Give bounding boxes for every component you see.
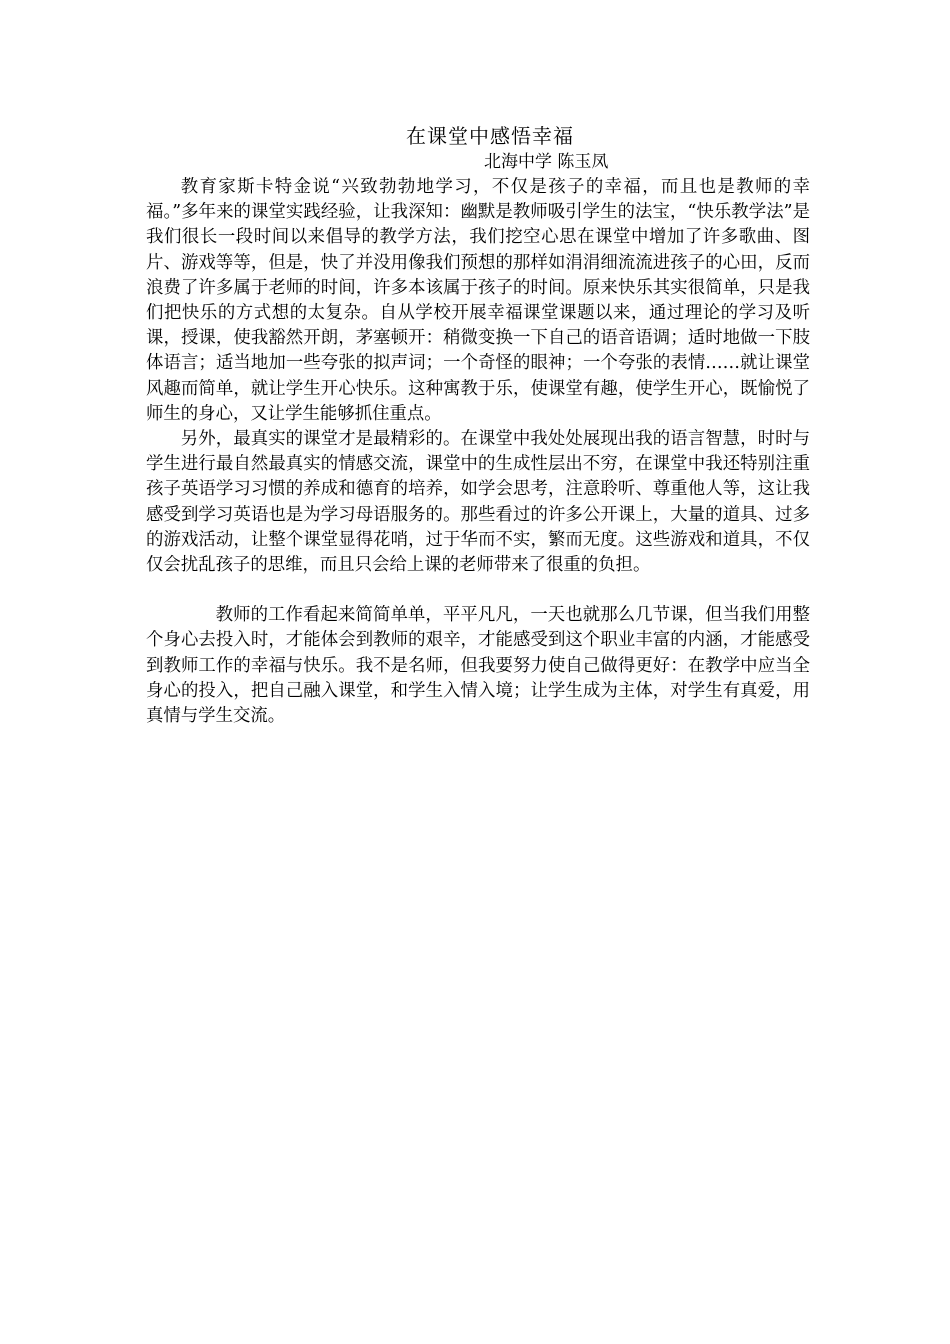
- paragraph-3: 教师的工作看起来简简单单，平平凡凡，一天也就那么几节课，但当我们用整个身心去投入时，才能体会到教师的艰辛，才能感受到这个职业丰富的内涵，才能感受到教师工作的幸福与快乐。我不是名师，但我要努力使自己做得更好：在教学中应当全身心的投入，把自己融入课堂，和学生入情入境；让学生成为主体，对学生有真爱，用真情与学生交流。: [146, 605, 810, 727]
- paragraph-2: 另外，最真实的课堂才是最精彩的。在课堂中我处处展现出我的语言智慧，时时与学生进行最自然最真实的情感交流，课堂中的生成性层出不穷，在课堂中我还特别注重孩子英语学习习惯的养成和德育的培养，如学会思考，注意聆听、尊重他人等，这让我感受到学习英语也是为学习母语服务的。那些看过的许多公开课上，大量的道具、过多的游戏活动，让整个课堂显得花哨，过于华而不实，繁而无度。这些游戏和道具，不仅仅会扰乱孩子的思维，而且只会给上课的老师带来了很重的负担。: [146, 429, 810, 576]
- paragraph-1: 教育家斯卡特金说“兴致勃勃地学习，不仅是孩子的幸福，而且也是教师的幸福。”多年来的课堂实践经验，让我深知：幽默是教师吸引学生的法宝，“快乐教学法”是我们很长一段时间以来倡导的教学方法，我们挖空心思在课堂中增加了许多歌曲、图片、游戏等等，但是，快了并没用像我们预想的那样如涓涓细流流进孩子的心田，反而浪费了许多属于老师的时间，许多本该属于孩子的时间。原来快乐其实很简单，只是我们把快乐的方式想的太复杂。自从学校开展幸福课堂课题以来，通过理论的学习及听课，授课，使我豁然开朗，茅塞顿开：稍微变换一下自己的语音语调；适时地做一下肢体语言；适当地加一些夸张的拟声词；一个奇怪的眼神；一个夸张的表情……就让课堂风趣而简单，就让学生开心快乐。这种寓教于乐，使课堂有趣，使学生开心，既愉悦了师生的身心，又让学生能够抓住重点。: [146, 177, 810, 424]
- document-body: [146, 175, 810, 729]
- author-byline: 北海中学 陈玉凤: [484, 152, 609, 172]
- document-title: 在课堂中感悟幸福: [406, 124, 574, 148]
